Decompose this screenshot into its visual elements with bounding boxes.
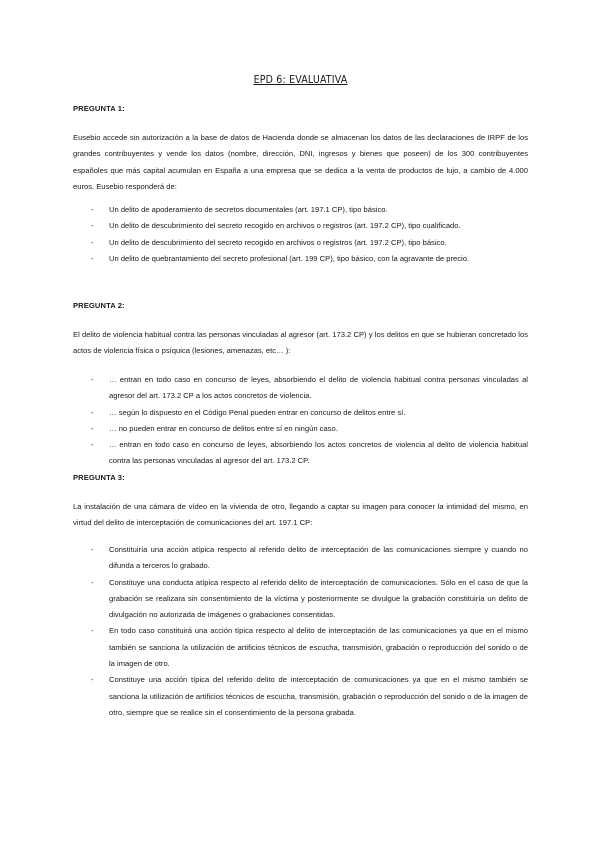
question-3-option-c [73,623,528,672]
question-1-option-b [73,218,528,234]
question-1-option-c [73,235,528,251]
question-2-option-a [73,372,528,405]
option-text: Constituye una acción típica del referido delito de interceptación de comunicaciones ya que en el mismo también se sanciona la utilización de artificios técnicos de escucha, transmisión, grabación o reproducción del sonido o de la imagen de otro, siempre que se realice sin el consentimiento de la persona grabada. [109,675,528,717]
question-1-option-a [73,202,528,218]
bullet-dash: - [91,407,94,417]
option-text: Un delito de descubrimiento del secreto recogido en archivos o registros (art. 197.2 CP), tipo básico. [109,237,447,247]
option-text: … no pueden entrar en concurso de delitos entre sí en ningún caso. [109,423,338,433]
question-2-option-b [73,405,528,421]
bullet-dash: - [91,440,94,450]
question-3-statement: La instalación de una cámara de vídeo en la vivienda de otro, llegando a captar su imagen para conocer la intimidad del mismo, en virtud del delito de interceptación de comunicaciones del art. 197.1 CP: [73,502,528,528]
option-text: Constituye una conducta atípica respecto al referido delito de interceptación de comunicaciones. Sólo en el caso de que la grabación se realizara sin consentimiento de la víctima y posteriormente se divulgue la grabación constituiría un delito de divulgación no autorizada de imágenes o grabaciones consentidas. [109,577,528,620]
bullet-dash: - [91,626,94,636]
bullet-dash: - [91,375,94,384]
option-text: … entran en todo caso en concurso de leyes, absorbiendo los actos concretos de violencia al delito de violencia habitual contra las personas vinculadas al agresor del art. 173.2 CP. [109,440,528,466]
question-3-option-d [73,672,528,721]
option-text: Constituiría una acción atípica respecto al referido delito de interceptación de las comunicaciones siempre y cuando no difunda a terceros lo grabado. [109,545,528,571]
bullet-dash: - [91,205,94,214]
question-3-option-b [73,575,528,624]
question-3-options [73,542,528,721]
question-2-heading: PREGUNTA 2: [73,301,125,310]
bullet-dash: - [91,545,94,554]
question-2-options [73,372,528,470]
question-3-heading: PREGUNTA 3: [73,473,125,482]
question-1-options [73,202,528,267]
bullet-dash: - [91,237,94,247]
option-text: Un delito de apoderamiento de secretos documentales (art. 197.1 CP), tipo básico. [109,205,388,214]
question-2-option-c [73,421,528,437]
option-text: Un delito de descubrimiento del secreto recogido en archivos o registros (art. 197.2 CP), tipo cualificado. [109,221,461,231]
option-text: Un delito de quebrantamiento del secreto profesional (art. 199 CP), tipo básico, con la agravante de precio. [109,253,470,263]
bullet-dash: - [91,221,94,231]
option-text: En todo caso constituirá una acción típica respecto al delito de interceptación de las comunicaciones ya que en el mismo también se sanciona la utilización de artificios técnicos de escucha, transmisión, grabación o reproducción del sonido o de la imagen de otro. [109,626,528,669]
bullet-dash: - [91,423,94,433]
bullet-dash: - [91,253,94,263]
question-2-option-d [73,437,528,470]
question-1-heading: PREGUNTA 1: [73,104,125,113]
document-title: EPD 6: EVALUATIVA [253,74,348,86]
question-1-option-d [73,251,528,267]
option-text: … entran en todo caso en concurso de leyes, absorbiendo el delito de violencia habitual contra personas vinculadas al agresor del art. 173.2 CP a los actos concretos de violencia. [109,375,528,401]
option-text: … según lo dispuesto en el Código Penal pueden entrar en concurso de delitos entre sí. [109,407,406,417]
question-2-statement: El delito de violencia habitual contra las personas vinculadas al agresor (art. 173.2 CP) y los delitos en que se hubieran concretado los actos de violencia física o psíquica (lesiones, amenazas, etc… ): [73,330,528,356]
question-3-option-a [73,542,528,575]
bullet-dash: - [91,675,94,685]
bullet-dash: - [91,577,94,587]
question-1-statement: Eusebio accede sin autorización a la base de datos de Hacienda donde se almacenan los datos de las declaraciones de IRPF de los grandes contribuyentes y vende los datos (nombre, dirección, DNI, ingresos y bienes que poseen) de los 300 contribuyentes españoles que más capital acumulan en España a una empresa que se dedica a la venta de productos de lujo, a cambio de 4.000 euros. Eusebio responderá de: [73,133,528,191]
